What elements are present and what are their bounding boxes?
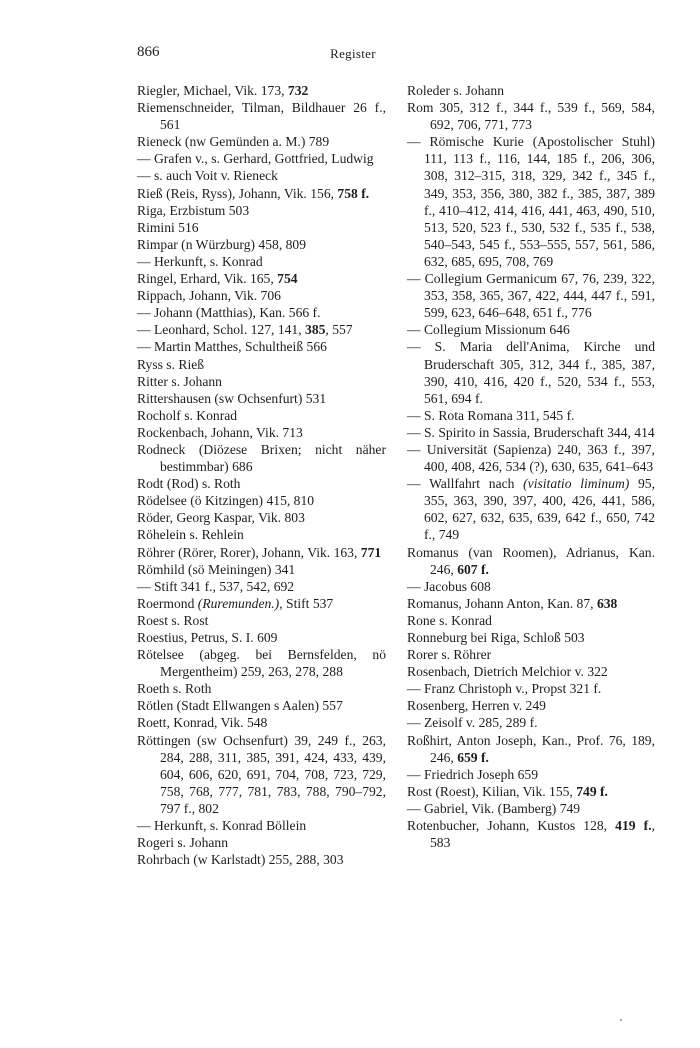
index-entry: Roeth s. Roth bbox=[137, 681, 212, 697]
index-entry: — Collegium Missionum 646 bbox=[407, 322, 570, 338]
index-entry: Romanus (van Roomen), Adrianus, Kan. 246, 607 f. bbox=[407, 544, 655, 577]
index-entry: Roßhirt, Anton Joseph, Kan., Prof. 76, 189, 246, 659 f. bbox=[407, 732, 655, 765]
index-entry: Röder, Georg Kaspar, Vik. 803 bbox=[137, 510, 305, 526]
index-entry: Roleder s. Johann bbox=[407, 83, 505, 98]
index-entry: Riemenschneider, Tilman, Bildhauer 26 f., 561 bbox=[137, 100, 386, 133]
index-entry: — S. Spirito in Sassia, Bruderschaft 344, 414 bbox=[407, 424, 655, 440]
index-entry: Röttingen (sw Ochsenfurt) 39, 249 f., 263, 284, 288, 311, 385, 391, 424, 433, 439, 604, 606, 620, 691, 704, 708, 723, 729, 758, 768, 777, 781, 783, 788, 790–792, 797 f., 802 bbox=[137, 732, 386, 816]
index-entry: Röhelein s. Rehlein bbox=[137, 527, 244, 543]
index-entry: Riegler, Michael, Vik. 173, 732 bbox=[137, 83, 309, 98]
index-entry: Römhild (sö Meiningen) 341 bbox=[137, 561, 296, 577]
page-speck bbox=[620, 1019, 622, 1021]
index-entry: Rippach, Johann, Vik. 706 bbox=[137, 288, 281, 304]
index-entry: — Universität (Sapienza) 240, 363 f., 397, 400, 408, 426, 534 (?), 630, 635, 641–643 bbox=[407, 441, 655, 475]
index-entry: Rötelsee (abgeg. bei Bernsfelden, nö Mergentheim) 259, 263, 278, 288 bbox=[137, 647, 386, 680]
index-entry: — Zeisolf v. 285, 289 f. bbox=[407, 715, 538, 731]
index-entry: Ritter s. Johann bbox=[137, 373, 222, 389]
index-entry: Rötlen (Stadt Ellwangen s Aalen) 557 bbox=[137, 698, 343, 714]
index-entry: Rotenbucher, Johann, Kustos 128, 419 f., 583 bbox=[407, 818, 655, 851]
index-entry: — Collegium Germanicum 67, 76, 239, 322, 353, 358, 365, 367, 422, 444, 447 f., 591, 599, 623, 646–648, 651 f., 776 bbox=[407, 271, 655, 321]
index-entry: Rocholf s. Konrad bbox=[137, 407, 238, 423]
index-entry: Roest s. Rost bbox=[137, 612, 209, 628]
index-entry: Rosenbach, Dietrich Melchior v. 322 bbox=[407, 664, 608, 680]
index-entry: — Wallfahrt nach (visitatio liminum) 95, 355, 363, 390, 397, 400, 426, 441, 586, 602, 627, 632, 635, 639, 642 f., 650, 742 f., 749 bbox=[407, 476, 656, 543]
index-entry: Rorer s. Röhrer bbox=[407, 647, 492, 663]
index-entry: Rödelsee (ö Kitzingen) 415, 810 bbox=[137, 493, 315, 509]
index-entry: Romanus, Johann Anton, Kan. 87, 638 bbox=[407, 595, 618, 611]
index-entry: Rimini 516 bbox=[137, 219, 199, 235]
index-entry: — Herkunft, s. Konrad bbox=[137, 253, 263, 269]
page-header bbox=[137, 44, 569, 68]
index-entry: Rone s. Konrad bbox=[407, 612, 492, 628]
index-entry: Rockenbach, Johann, Vik. 713 bbox=[137, 424, 303, 440]
index-entry: — Martin Matthes, Schultheiß 566 bbox=[137, 339, 327, 355]
index-entry: — Gabriel, Vik. (Bamberg) 749 bbox=[407, 800, 581, 816]
index-entry: — Friedrich Joseph 659 bbox=[407, 766, 539, 782]
index-entry: Rost (Roest), Kilian, Vik. 155, 749 f. bbox=[407, 783, 608, 799]
index-entry: — Herkunft, s. Konrad Böllein bbox=[137, 818, 307, 834]
index-entry: Rittershausen (sw Ochsenfurt) 531 bbox=[137, 390, 327, 406]
index-entry: — Leonhard, Schol. 127, 141, 385, 557 bbox=[137, 322, 353, 338]
index-entry: Röhrer (Rörer, Rorer), Johann, Vik. 163, 771 bbox=[137, 544, 382, 560]
index-entry: Rosenberg, Herren v. 249 bbox=[407, 698, 546, 714]
index-entry: Rohrbach (w Karlstadt) 255, 288, 303 bbox=[137, 852, 344, 868]
index-entry: Ronneburg bei Riga, Schloß 503 bbox=[407, 630, 585, 645]
index-column-right bbox=[407, 82, 655, 851]
index-entry: Rom 305, 312 f., 344 f., 539 f., 569, 584, 692, 706, 771, 773 bbox=[407, 100, 655, 133]
index-entry: — Stift 341 f., 537, 542, 692 bbox=[137, 578, 295, 594]
index-entry: Rimpar (n Würzburg) 458, 809 bbox=[137, 236, 307, 252]
index-entry: — s. auch Voit v. Rieneck bbox=[137, 168, 278, 184]
index-entry: Roett, Konrad, Vik. 548 bbox=[137, 715, 268, 731]
index-entry: — Franz Christoph v., Propst 321 f. bbox=[407, 681, 602, 697]
index-entry: Rogeri s. Johann bbox=[137, 835, 228, 851]
index-entry: Riga, Erzbistum 503 bbox=[137, 202, 250, 218]
index-entry: Rodneck (Diözese Brixen; nicht näher bestimmbar) 686 bbox=[137, 441, 386, 475]
index-entry: Rieneck (nw Gemünden a. M.) 789 bbox=[137, 134, 330, 150]
index-entry: — S. Rota Romana 311, 545 f. bbox=[407, 407, 575, 423]
index-entry: Roestius, Petrus, S. I. 609 bbox=[137, 630, 278, 645]
index-column-left bbox=[137, 82, 386, 868]
index-entry: — Grafen v., s. Gerhard, Gottfried, Ludwig bbox=[137, 151, 374, 167]
index-entry: — Johann (Matthias), Kan. 566 f. bbox=[137, 305, 321, 321]
index-entry: Ryss s. Rieß bbox=[137, 356, 205, 372]
index-entry: — Jacobus 608 bbox=[407, 578, 491, 594]
running-head: Register bbox=[330, 46, 376, 61]
page-number: 866 bbox=[137, 44, 160, 60]
index-entry: Rieß (Reis, Ryss), Johann, Vik. 156, 758 f. bbox=[137, 185, 370, 201]
index-entry: Ringel, Erhard, Vik. 165, 754 bbox=[137, 271, 298, 287]
index-entry: Rodt (Rod) s. Roth bbox=[137, 476, 241, 492]
index-entry: — S. Maria dell'Anima, Kirche und Bruderschaft 305, 312, 344 f., 385, 387, 390, 410, 416, 420 f., 520, 534 f., 553, 561, 694 f. bbox=[407, 339, 655, 406]
index-entry: — Römische Kurie (Apostolischer Stuhl) 111, 113 f., 116, 144, 185 f., 206, 306, 308, 312–315, 318, 329, 342 f., 345 f., 349, 353, 356, 380, 382 f., 385, 387, 389 f., 410–412, 414, 416, 441, 463, 490, 510, 513, 520, 523 f., 530, 532 f., 535 f., 538, 540–543, 545 f., 553–555, 557, 561, 586, 632, 685, 695, 708, 769 bbox=[407, 134, 655, 269]
index-entry: Roermond (Ruremunden.), Stift 537 bbox=[137, 595, 334, 611]
